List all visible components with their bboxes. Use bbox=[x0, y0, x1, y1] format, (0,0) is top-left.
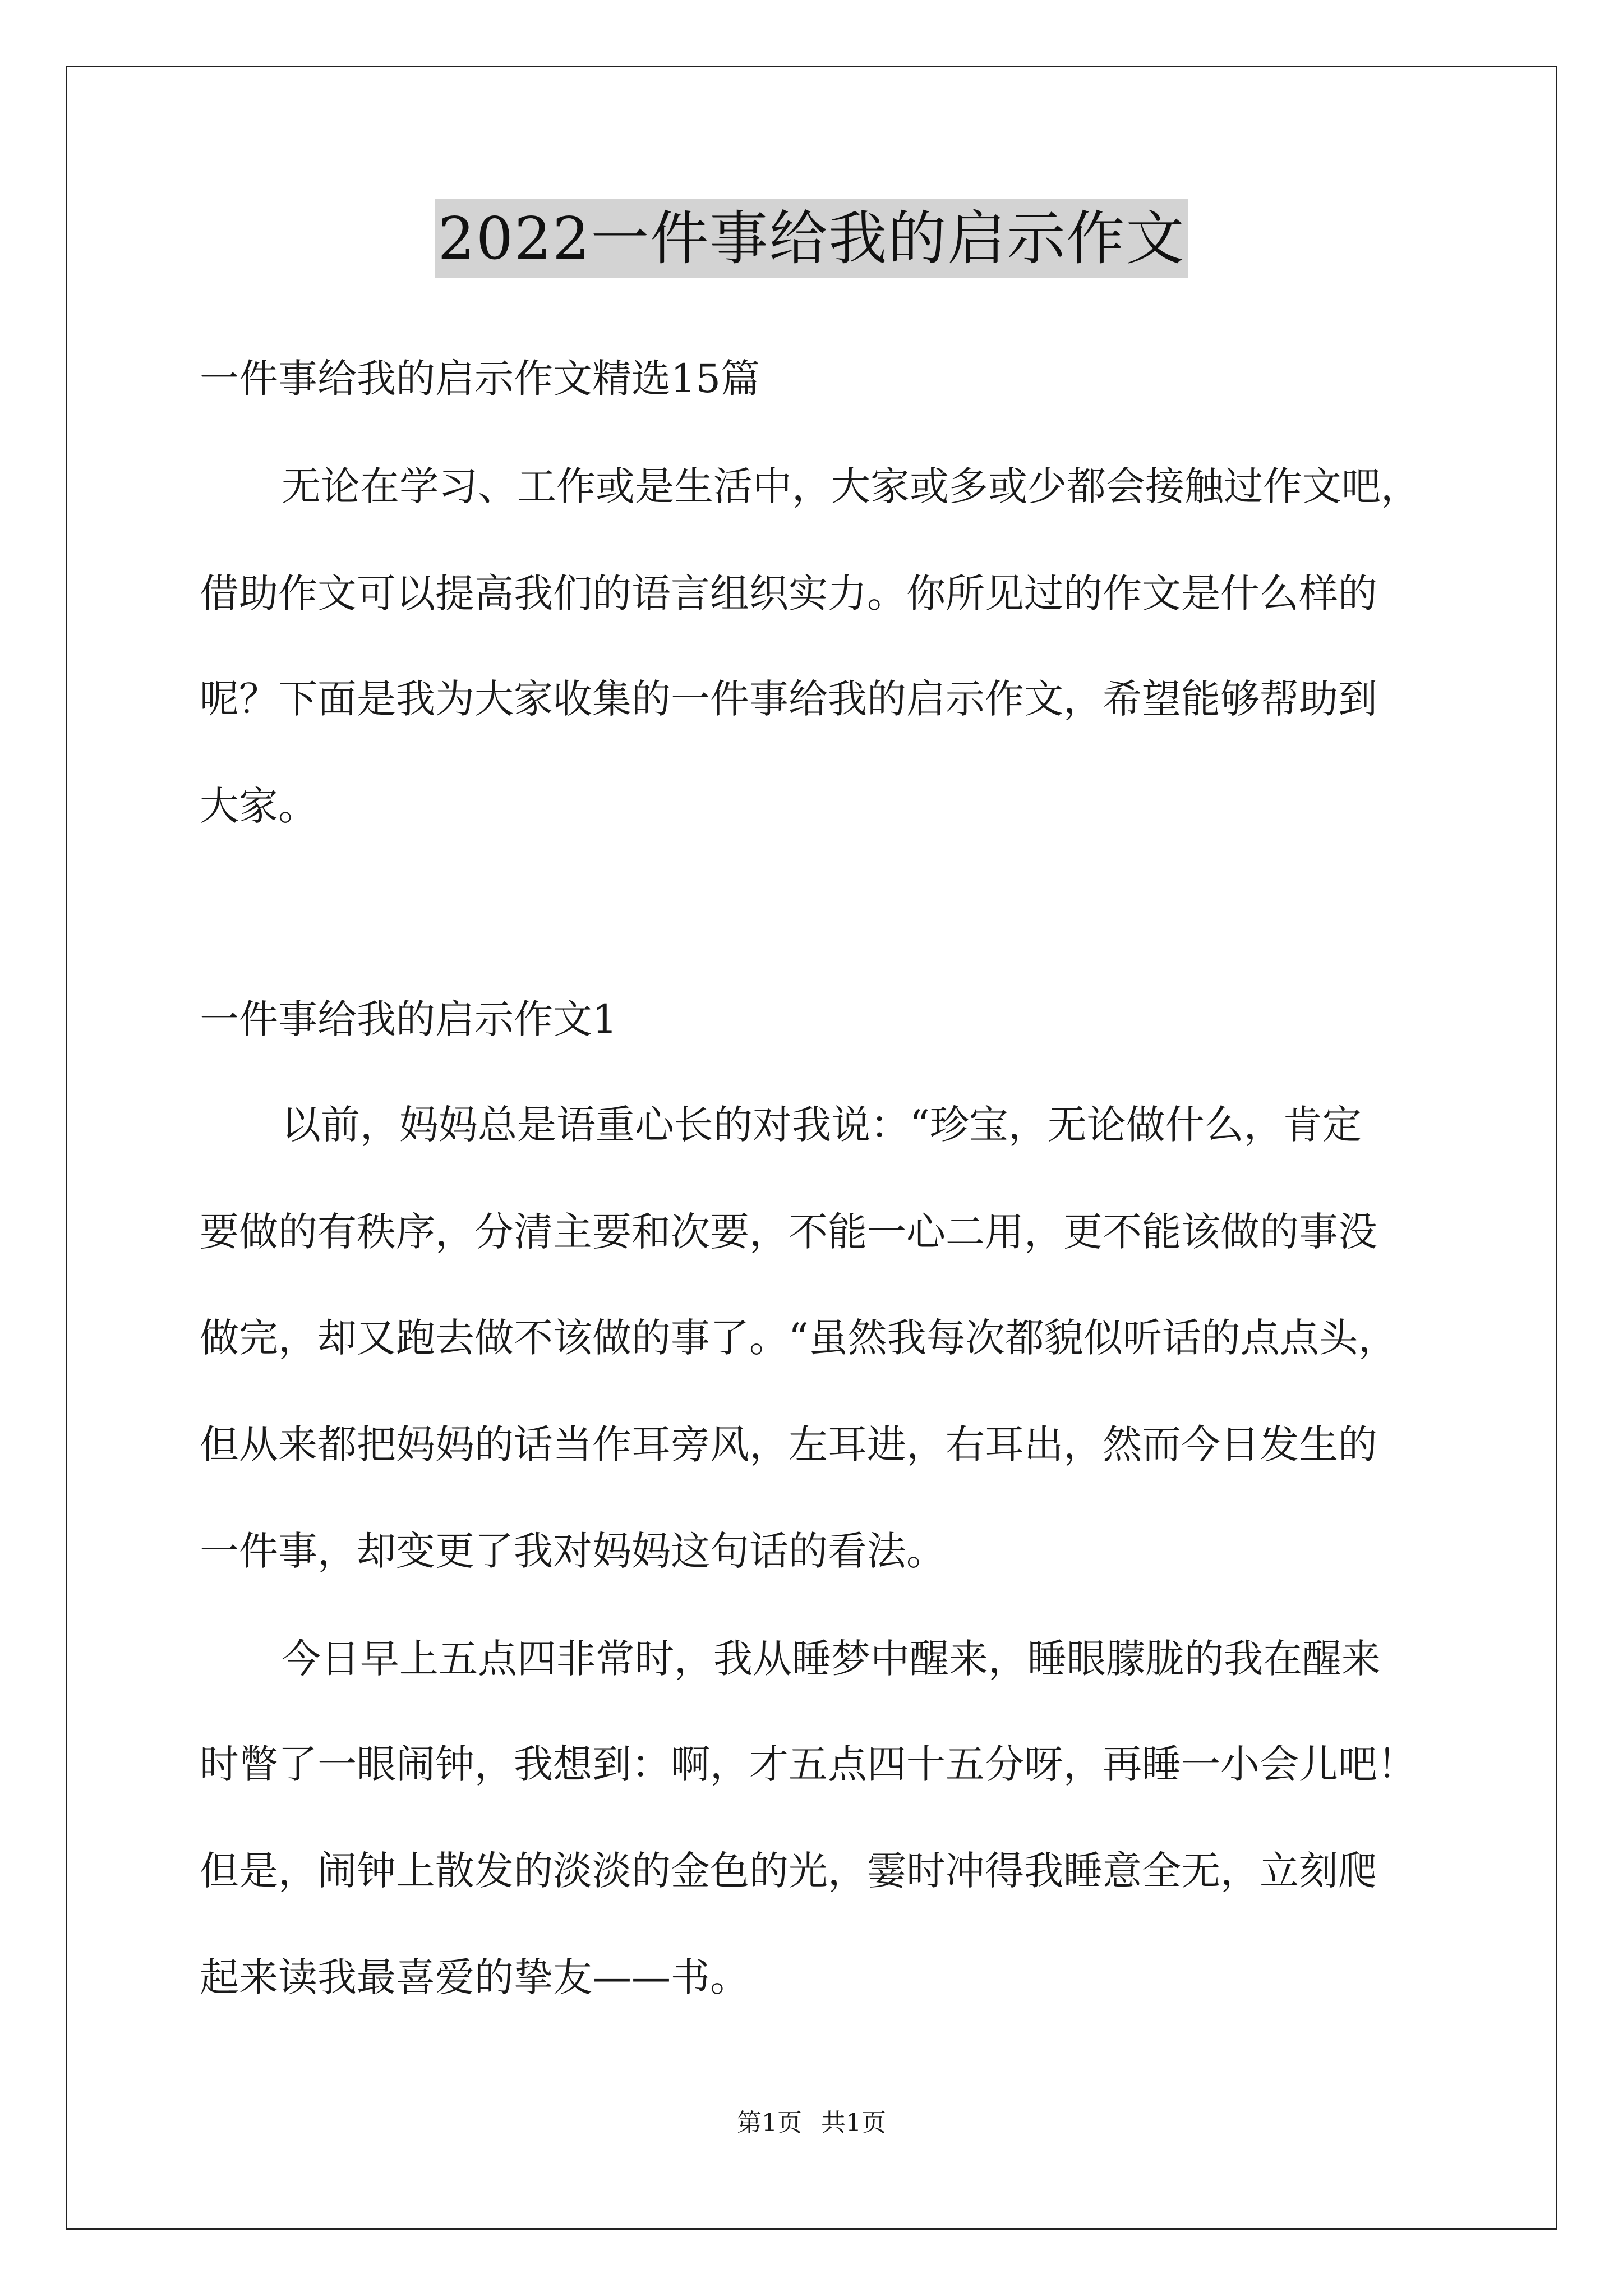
paragraph1-line-2: 要做的有秩序，分清主要和次要，不能一心二用，更不能该做的事没 bbox=[200, 1209, 1377, 1255]
intro-line-2: 借助作文可以提高我们的语言组织实力。你所见过的作文是什么样的 bbox=[200, 570, 1377, 616]
intro-line-1: 无论在学习、工作或是生活中，大家或多或少都会接触过作文吧， bbox=[282, 463, 1420, 509]
intro-line-4: 大家。 bbox=[200, 783, 317, 829]
document-subtitle: 一件事给我的启示作文精选15篇 bbox=[200, 356, 760, 402]
paragraph1-line-3: 做完，却又跑去做不该做的事了。“虽然我每次都貌似听话的点点头， bbox=[200, 1315, 1398, 1361]
intro-line-3: 呢？下面是我为大家收集的一件事给我的启示作文，希望能够帮助到 bbox=[200, 676, 1377, 722]
page-footer bbox=[0, 2106, 1623, 2140]
paragraph2-line-2: 时瞥了一眼闹钟，我想到：啊，才五点四十五分呀，再睡一小会儿吧！ bbox=[200, 1741, 1417, 1787]
paragraph1-line-5: 一件事，却变更了我对妈妈这句话的看法。 bbox=[200, 1528, 946, 1574]
paragraph2-line-1: 今日早上五点四非常时，我从睡梦中醒来，睡眼朦胧的我在醒来 bbox=[282, 1636, 1381, 1682]
paragraph2-line-3: 但是，闹钟上散发的淡淡的金色的光，霎时冲得我睡意全无，立刻爬 bbox=[200, 1848, 1377, 1894]
section-heading: 一件事给我的启示作文1 bbox=[200, 996, 617, 1042]
document-title: 2022一件事给我的启示作文 bbox=[435, 199, 1189, 278]
page-number-current: 第1页 bbox=[737, 2109, 802, 2137]
paragraph1-line-1: 以前，妈妈总是语重心长的对我说：“珍宝，无论做什么，肯定 bbox=[282, 1102, 1362, 1148]
paragraph2-line-4: 起来读我最喜爱的挚友——书。 bbox=[200, 1954, 749, 2000]
paragraph1-line-4: 但从来都把妈妈的话当作耳旁风，左耳进，右耳出，然而今日发生的 bbox=[200, 1421, 1377, 1467]
page-number-total: 共1页 bbox=[821, 2109, 886, 2137]
title-container bbox=[0, 199, 1623, 278]
